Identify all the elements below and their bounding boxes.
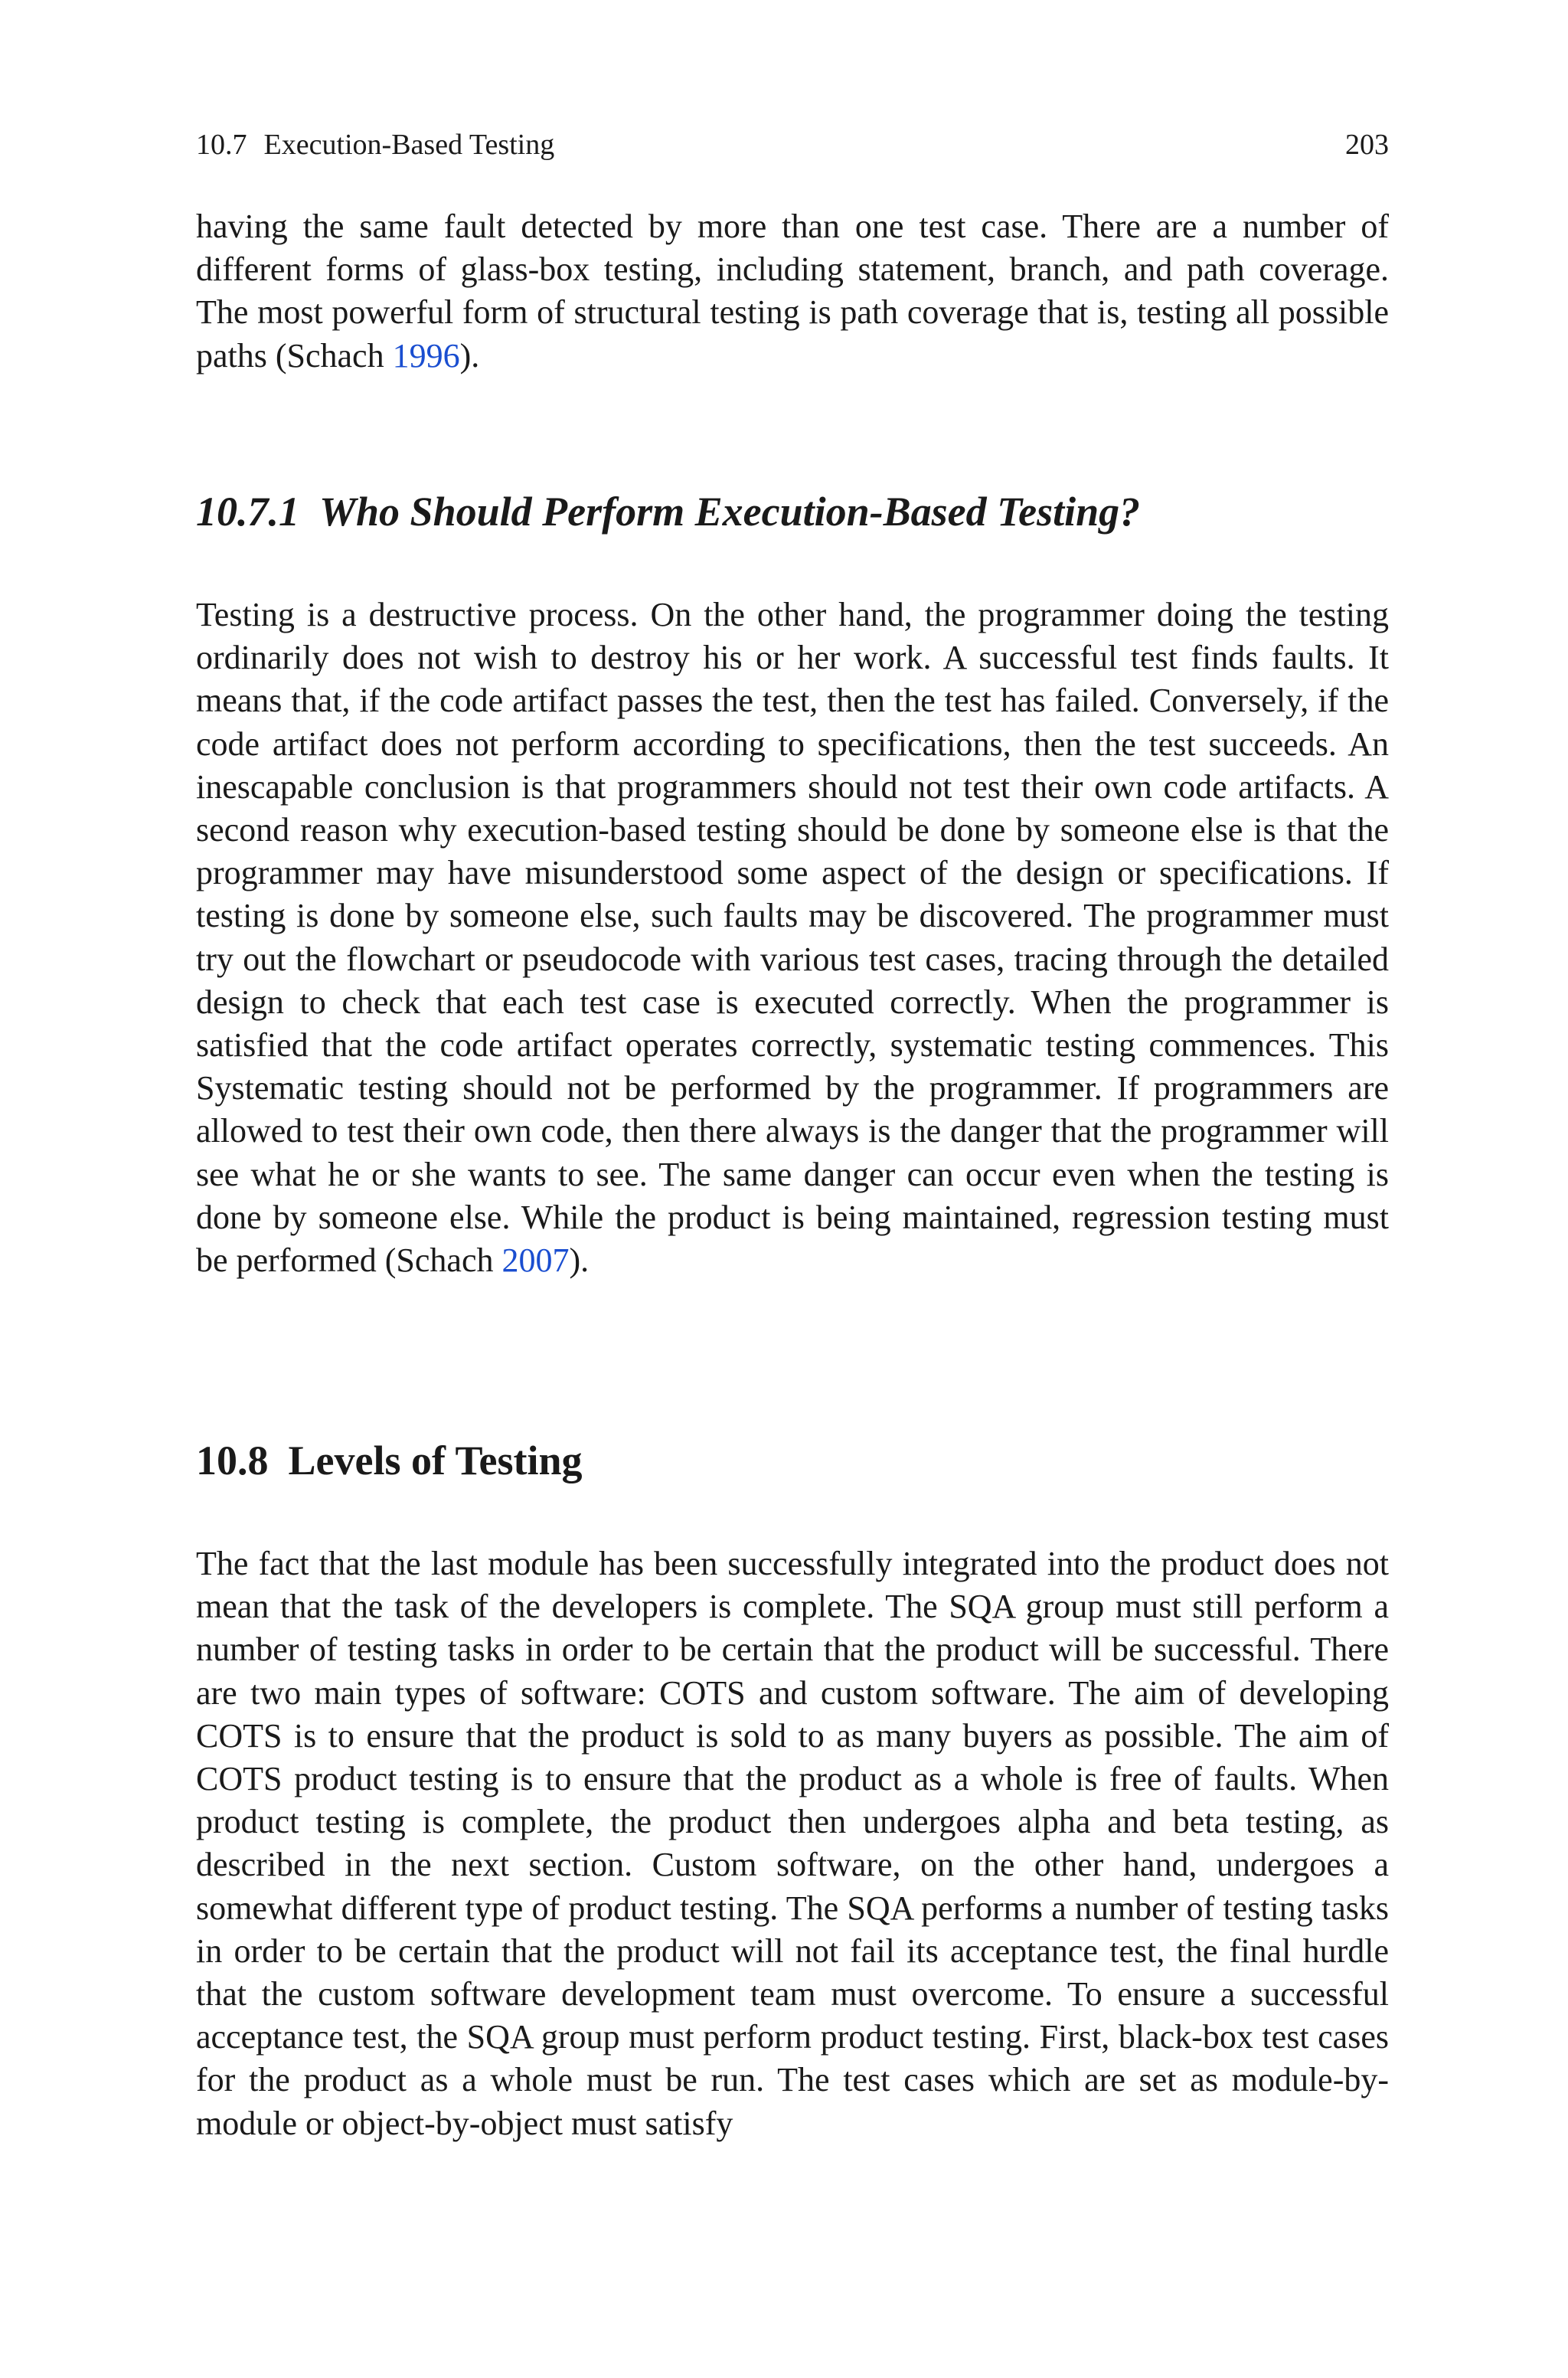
paragraph-2-text: Testing is a destructive process. On the other hand, the programmer doing the testing ordinarily does not wish to destroy his or her work. A successful test finds faults. It means that, if the code artifact passes the test, then the test has failed. Conversely, if the code artifact does not perform according to specifications, then the test succeeds. An inescapable conclusion is that programmers should not test their own code artifacts. A second reason why execution-based testing should be done by someone else is that the programmer may have misunderstood some aspect of the design or specifications. If testing is done by someone else, such faults may be discovered. The programmer must try out the flowchart or pseudocode with various test cases, tracing through the detailed design to check that each test case is executed correctly. When the programmer is satisfied that the code artifact operates correctly, systematic testing commences. This Systematic testing should not be performed by the programmer. If programmers are allowed to test their own code, then there always is the danger that the programmer will see what he or she wants to see. The same danger can occur even when the testing is done by someone else. While the product is being maintained, regression testing must be performed (Schach xyxy=(196,596,1389,1280)
section-number-10-8: 10.8 xyxy=(196,1438,269,1483)
citation-link-schach-1996[interactable]: 1996 xyxy=(392,336,460,375)
section-number-10-7-1: 10.7.1 xyxy=(196,489,299,535)
section-title-10-7-1: Who Should Perform Execution-Based Testing? xyxy=(319,489,1141,535)
page-number: 203 xyxy=(1345,129,1389,161)
running-head-section xyxy=(196,126,554,164)
paragraph-2-text-end: ). xyxy=(569,1241,590,1280)
running-head-section-number: 10.7 xyxy=(196,129,247,161)
paragraph-levels-of-testing: The fact that the last module has been successfully integrated into the product does not mean that the task of the developers is complete. The SQA group must still perform a number of testing tasks in order to be certain that the product will be successful. There are two main types of software: COTS and custom software. The aim of developing COTS is to ensure that the product is sold to as many buyers as possible. The aim of COTS product testing is to ensure that the product as a whole is free of faults. When product testing is complete, the product then undergoes alpha and beta testing, as described in the next section. Custom software, on the other hand, undergoes a somewhat different type of product testing. The SQA performs a number of testing tasks in order to be certain that the product will not fail its acceptance test, the final hurdle that the custom software development team must overcome. To ensure a successful acceptance test, the SQA group must perform product testing. First, black-box test cases for the product as a whole must be run. The test cases which are set as module-by-module or object-by-object must satisfy xyxy=(196,1545,1389,2142)
paragraph-glass-box-testing xyxy=(196,205,1389,378)
section-heading-10-8 xyxy=(196,1434,1389,1487)
citation-link-schach-2007[interactable]: 2007 xyxy=(501,1241,570,1280)
paragraph-who-should-test xyxy=(196,594,1389,1282)
paragraph-1-text-end: ). xyxy=(459,336,480,375)
section-title-10-8: Levels of Testing xyxy=(288,1438,583,1483)
section-heading-10-7-1 xyxy=(196,485,1389,538)
running-head-section-title: Execution-Based Testing xyxy=(263,129,555,161)
running-head xyxy=(196,126,1389,164)
paragraph-1-text: having the same fault detected by more than one test case. There are a number of different forms of glass-box testing, including statement, branch, and path coverage. The most powerful form of structural testing is path coverage that is, testing all possible paths (Schach xyxy=(196,208,1389,375)
